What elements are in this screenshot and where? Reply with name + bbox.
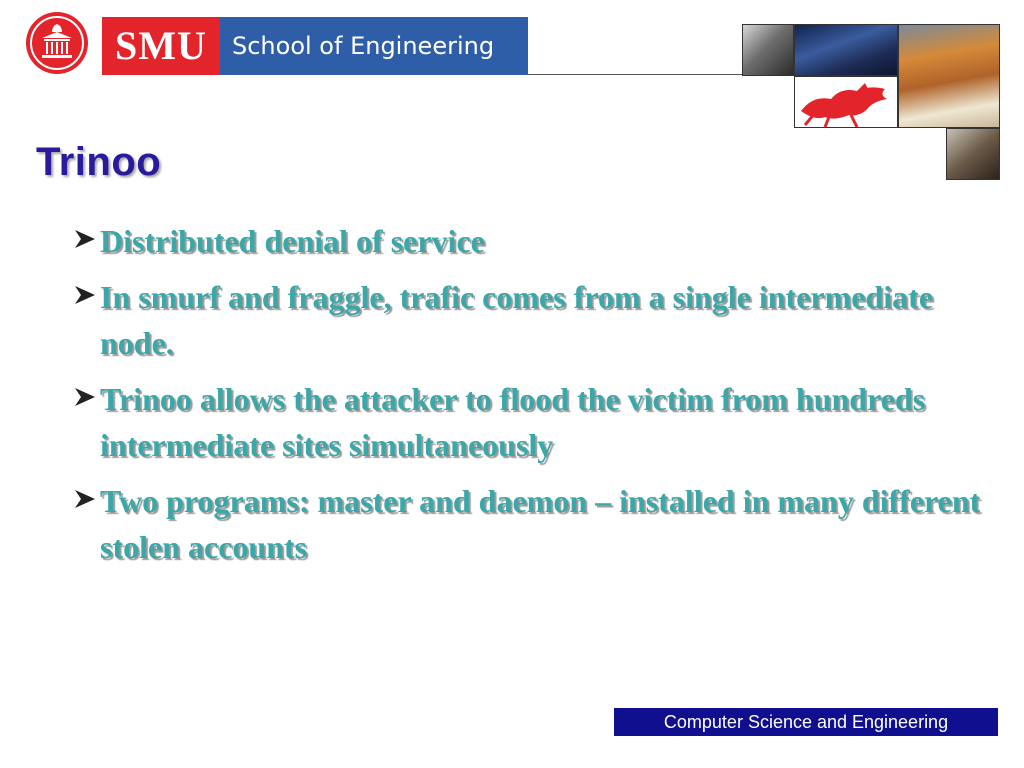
arrow-bullet-icon: [72, 282, 98, 308]
school-name-banner: School of Engineering: [220, 17, 528, 75]
bullet-text: In smurf and fraggle, trafic comes from a single intermediate node.: [100, 279, 934, 361]
bullet-text: Distributed denial of service: [100, 223, 485, 259]
arrow-bullet-icon: [72, 486, 98, 512]
arrow-bullet-icon: [72, 384, 98, 410]
bullet-item: [72, 376, 992, 468]
building-icon: [26, 12, 88, 74]
bullet-text: Two programs: master and daemon – installed in many different stolen accounts: [100, 483, 981, 565]
portrait-photo: [742, 24, 794, 76]
arrow-bullet-icon: [72, 226, 98, 252]
campus-building-photo: [898, 24, 1000, 128]
mustang-icon: [795, 77, 898, 128]
bullet-item: [72, 274, 992, 366]
mustang-logo-image: [794, 76, 898, 128]
bullet-list: [72, 218, 992, 580]
bullet-item: [72, 478, 992, 570]
footer-label: Computer Science and Engineering: [614, 708, 998, 736]
university-seal-logo: [26, 12, 88, 74]
students-photo: [794, 24, 898, 76]
header-rule: [528, 74, 744, 75]
smu-logo-text: SMU: [102, 17, 220, 75]
slide-title: Trinoo: [36, 140, 162, 184]
bullet-text: Trinoo allows the attacker to flood the victim from hundreds intermediate sites simultaneously: [100, 381, 926, 463]
lab-people-photo: [946, 128, 1000, 180]
bullet-item: [72, 218, 992, 264]
